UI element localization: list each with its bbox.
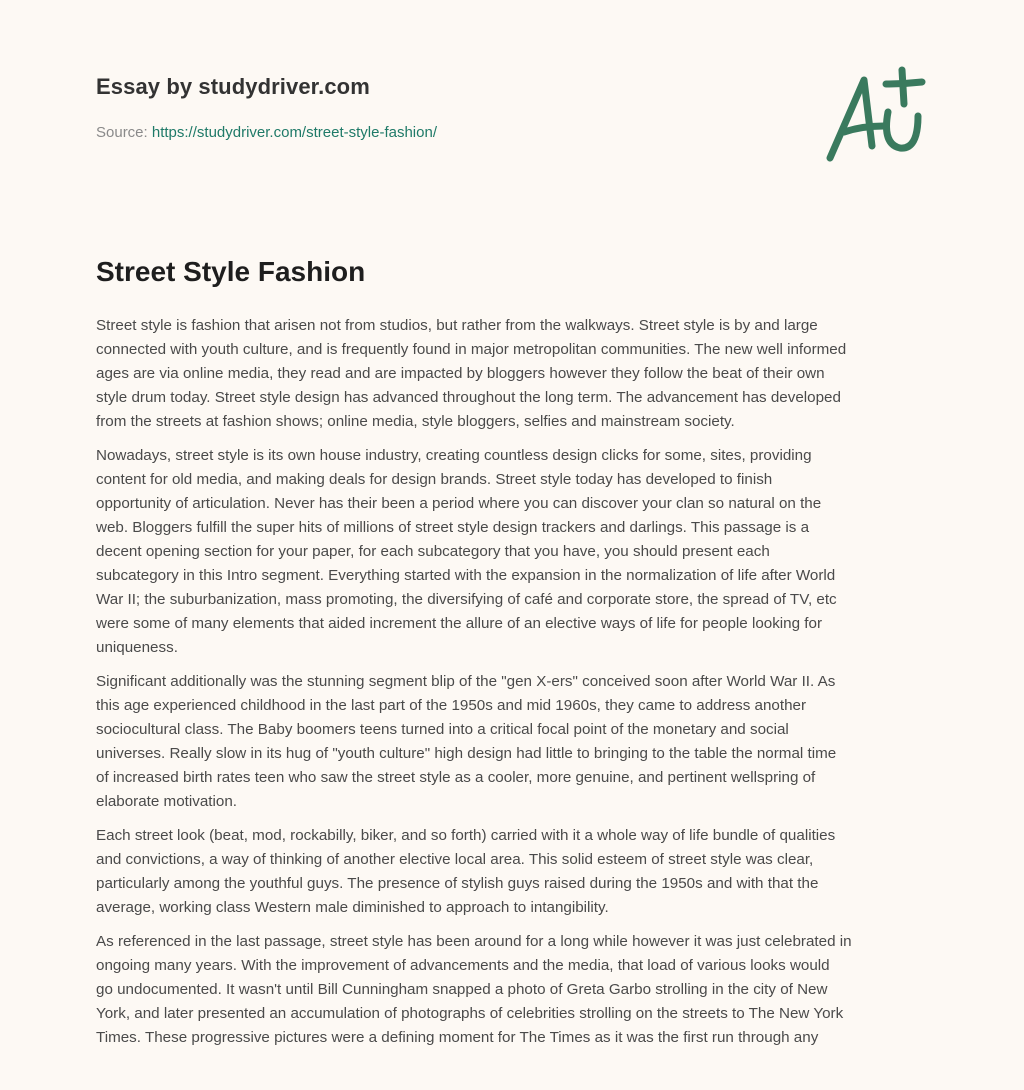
a-plus-grade-icon [822, 64, 932, 168]
paragraph-line: content for old media, and making deals for design brands. Street style today has developed to finish [96, 471, 773, 488]
paragraph-line: style drum today. Street style design has advanced throughout the long term. The advancement has developed [96, 389, 841, 406]
paragraph [96, 670, 936, 814]
paragraph-line: Street style is fashion that arisen not from studios, but rather from the walkways. Street style is by and large [96, 317, 818, 334]
paragraph-line: Nowadays, street style is its own house industry, creating countless design clicks for some, sites, providing [96, 447, 812, 464]
paragraph-line: subcategory in this Intro segment. Everything started with the expansion in the normalization of life after World [96, 567, 836, 584]
paragraph-line: this age experienced childhood in the last part of the 1950s and mid 1960s, they came to address another [96, 697, 807, 714]
paragraph-line: uniqueness. [96, 639, 178, 656]
paragraph [96, 444, 936, 660]
source-link[interactable]: https://studydriver.com/street-style-fashion/ [151, 124, 437, 141]
paragraph-line: and convictions, a way of thinking of another elective local area. This solid esteem of street style was clear, [96, 851, 814, 868]
paragraph-line: universes. Really slow in its hug of "youth culture" high design had little to bringing to the table the normal time [96, 745, 837, 762]
paragraph-line: particularly among the youthful guys. The presence of stylish guys raised during the 1950s and with that the [96, 875, 819, 892]
paragraph-line: were some of many elements that aided increment the allure of an elective ways of life for people looking for [96, 615, 823, 632]
paragraph-line: Times. These progressive pictures were a defining moment for The Times as it was the first run through any [96, 1029, 819, 1046]
paragraph-line: connected with youth culture, and is frequently found in major metropolitan communities. The new well informed [96, 341, 847, 358]
paragraph-line: decent opening section for your paper, for each subcategory that you have, you should present each [96, 543, 770, 560]
paragraph-line: York, and later presented an accumulation of photographs of celebrities strolling on the streets to The New York [96, 1005, 844, 1022]
paragraph-line: Each street look (beat, mod, rockabilly, biker, and so forth) carried with it a whole way of life bundle of qualities [96, 827, 836, 844]
paragraph-line: ages are via online media, they read and are impacted by bloggers however they follow the beat of their own [96, 365, 825, 382]
source-line [96, 124, 437, 141]
paragraph-line: average, working class Western male diminished to approach to intangibility. [96, 899, 609, 916]
page-title: Street Style Fashion [96, 256, 366, 287]
essay-header-title: Essay by studydriver.com [96, 74, 370, 99]
paragraph-line: elaborate motivation. [96, 793, 237, 810]
paragraph [96, 314, 936, 434]
paragraph-line: web. Bloggers fulfill the super hits of millions of street style design trackers and darlings. This passage is a [96, 519, 810, 536]
paragraph-line: from the streets at fashion shows; online media, style bloggers, selfies and mainstream society. [96, 413, 735, 430]
article-body [96, 314, 936, 1060]
paragraph-line: As referenced in the last passage, street style has been around for a long while however it was just celebrated in [96, 933, 852, 950]
paragraph-line: of increased birth rates teen who saw the street style as a cooler, more genuine, and pertinent wellspring of [96, 769, 816, 786]
source-label: Source: [96, 124, 152, 141]
paragraph [96, 824, 936, 920]
paragraph-line: opportunity of articulation. Never has their been a period where you can discover your clan so natural on the [96, 495, 822, 512]
paragraph [96, 930, 936, 1050]
paragraph-line: ongoing many years. With the improvement of advancements and the media, that load of various looks would [96, 957, 830, 974]
paragraph-line: War II; the suburbanization, mass promoting, the diversifying of café and corporate store, the spread of TV, etc [96, 591, 837, 608]
paragraph-line: go undocumented. It wasn't until Bill Cunningham snapped a photo of Greta Garbo strolling in the city of New [96, 981, 828, 998]
paragraph-line: sociocultural class. The Baby boomers teens turned into a critical focal point of the monetary and social [96, 721, 789, 738]
paragraph-line: Significant additionally was the stunning segment blip of the "gen X-ers" conceived soon after World War II. As [96, 673, 836, 690]
